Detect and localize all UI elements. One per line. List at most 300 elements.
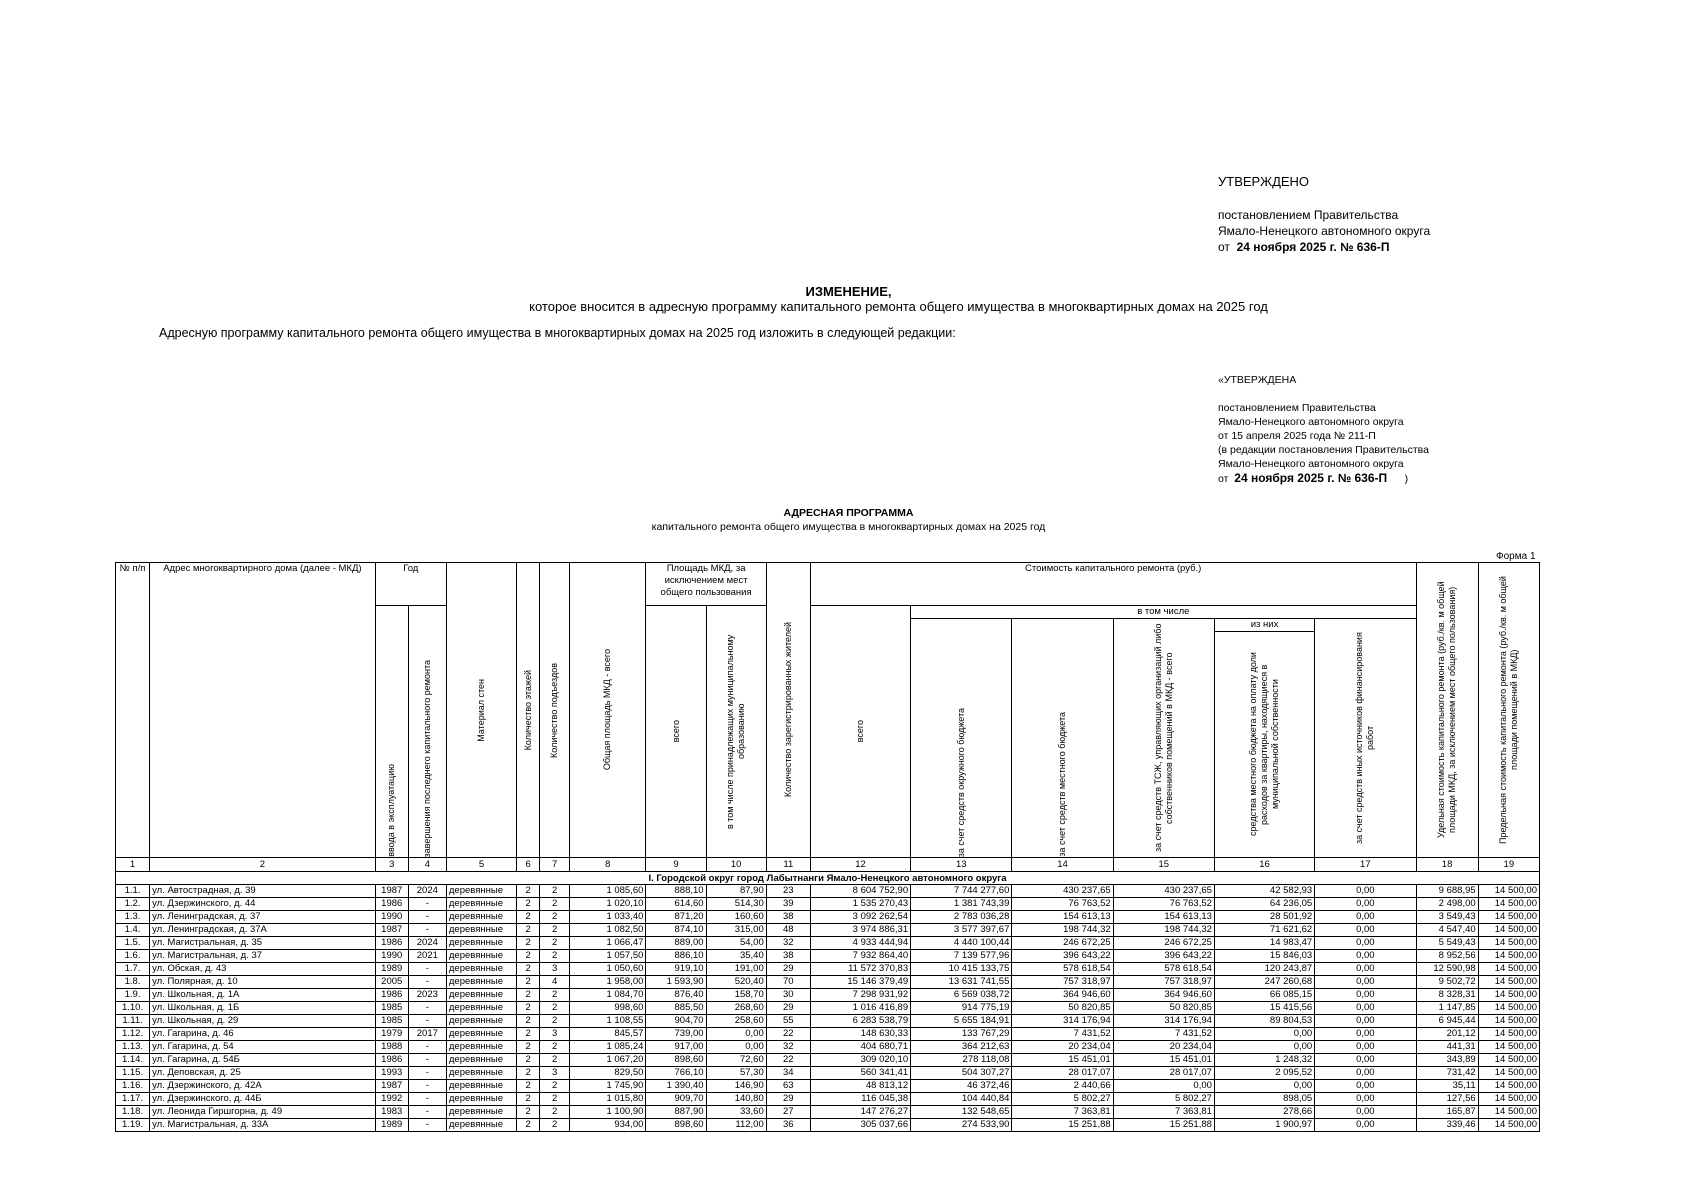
table-cell: 0,00	[706, 1028, 766, 1041]
column-number-cell: 8	[570, 858, 646, 872]
table-cell: 919,10	[646, 963, 706, 976]
table-cell: деревянные	[446, 1080, 516, 1093]
table-cell: 14 500,00	[1478, 1015, 1539, 1028]
table-row	[116, 937, 1540, 950]
table-cell: 5 655 184,91	[911, 1015, 1012, 1028]
table-cell: 2	[517, 1041, 540, 1054]
table-cell: 3	[540, 1028, 570, 1041]
table-cell: 2	[540, 1054, 570, 1067]
table-row	[116, 1041, 1540, 1054]
table-cell: 757 318,97	[1012, 976, 1113, 989]
table-cell: ул. Гагарина, д. 46	[150, 1028, 376, 1041]
table-cell: 0,00	[1315, 1106, 1416, 1119]
table-cell: 8 328,31	[1416, 989, 1478, 1002]
table-cell: 1990	[375, 950, 408, 963]
table-cell: 14 500,00	[1478, 1080, 1539, 1093]
table-row	[116, 1015, 1540, 1028]
table-row	[116, 1028, 1540, 1041]
table-cell: 3 092 262,54	[810, 911, 910, 924]
table-cell: 1 033,40	[570, 911, 646, 924]
table-cell: 2	[540, 924, 570, 937]
table-cell: 2	[517, 937, 540, 950]
table-cell: 1 745,90	[570, 1080, 646, 1093]
table-cell: 1.9.	[116, 989, 150, 1002]
header-cost-total: всего	[810, 606, 910, 858]
table-cell: 2	[540, 885, 570, 898]
program-approval-close: )	[1404, 473, 1409, 485]
table-cell: ул. Полярная, д. 10	[150, 976, 376, 989]
table-cell: 2024	[408, 885, 446, 898]
table-cell: 1.13.	[116, 1041, 150, 1054]
table-cell: 29	[766, 1002, 810, 1015]
table-cell: -	[408, 1002, 446, 1015]
table-cell: 441,31	[1416, 1041, 1478, 1054]
table-cell: 28 501,92	[1214, 911, 1314, 924]
approval-title: УТВЕРЖДЕНО	[1218, 174, 1310, 189]
table-cell: 50 820,85	[1113, 1002, 1214, 1015]
table-row	[116, 1106, 1540, 1119]
column-number-cell: 5	[446, 858, 516, 872]
table-cell: 1 390,40	[646, 1080, 706, 1093]
table-cell: -	[408, 976, 446, 989]
table-cell: деревянные	[446, 976, 516, 989]
table-cell: 2	[540, 898, 570, 911]
table-cell: 48 813,12	[810, 1080, 910, 1093]
table-cell: ул. Дзержинского, д. 44Б	[150, 1093, 376, 1106]
table-cell: 2	[517, 976, 540, 989]
column-number-cell: 18	[1416, 858, 1478, 872]
table-cell: 315,00	[706, 924, 766, 937]
table-cell: 766,10	[646, 1067, 706, 1080]
table-cell: 0,00	[1315, 1119, 1416, 1132]
table-cell: 14 500,00	[1478, 1106, 1539, 1119]
column-number-cell: 13	[911, 858, 1012, 872]
header-including: в том числе	[911, 606, 1416, 619]
table-cell: 1.6.	[116, 950, 150, 963]
table-cell: 1.16.	[116, 1080, 150, 1093]
table-cell: 140,80	[706, 1093, 766, 1106]
change-title: ИЗМЕНЕНИЕ,	[805, 284, 892, 299]
program-approval-block	[1218, 373, 1429, 486]
table-cell: 7 363,81	[1012, 1106, 1113, 1119]
section-title: I. Городской округ город Лабытнанги Ямало-Ненецкого автономного округа	[116, 872, 1540, 885]
table-cell: 127,56	[1416, 1093, 1478, 1106]
table-cell: 0,00	[1214, 1080, 1314, 1093]
table-cell: 7 298 931,92	[810, 989, 910, 1002]
table-cell: 120 243,87	[1214, 963, 1314, 976]
table-cell: 198 744,32	[1012, 924, 1113, 937]
table-cell: 2	[517, 950, 540, 963]
table-cell: 268,60	[706, 1002, 766, 1015]
table-row	[116, 963, 1540, 976]
table-cell: 898,60	[646, 1054, 706, 1067]
table-cell: 0,00	[1315, 976, 1416, 989]
table-cell: 2	[540, 1119, 570, 1132]
table-cell: ул. Школьная, д. 1Б	[150, 1002, 376, 1015]
table-row	[116, 885, 1540, 898]
table-cell: 28 017,07	[1113, 1067, 1214, 1080]
column-number-cell: 16	[1214, 858, 1314, 872]
table-cell: 876,40	[646, 989, 706, 1002]
table-cell: ул. Ленинградская, д. 37А	[150, 924, 376, 937]
table-cell: 14 500,00	[1478, 963, 1539, 976]
table-cell: 0,00	[1315, 898, 1416, 911]
table-cell: 889,00	[646, 937, 706, 950]
table-cell: деревянные	[446, 1067, 516, 1080]
table-cell: 33,60	[706, 1106, 766, 1119]
table-cell: ул. Гагарина, д. 54	[150, 1041, 376, 1054]
table-cell: 0,00	[706, 1041, 766, 1054]
table-cell: 6 945,44	[1416, 1015, 1478, 1028]
table-cell: 874,10	[646, 924, 706, 937]
program-approval-date-number: 24 ноября 2025 г. № 636-П	[1234, 471, 1388, 485]
table-cell: 1 248,32	[1214, 1054, 1314, 1067]
table-cell: 364 946,60	[1012, 989, 1113, 1002]
table-cell: 54,00	[706, 937, 766, 950]
table-cell: 22	[766, 1054, 810, 1067]
table-cell: 1986	[375, 898, 408, 911]
table-cell: 247 260,68	[1214, 976, 1314, 989]
table-cell: 14 500,00	[1478, 1119, 1539, 1132]
table-cell: 1 147,85	[1416, 1002, 1478, 1015]
table-cell: 42 582,93	[1214, 885, 1314, 898]
table-cell: 20 234,04	[1012, 1041, 1113, 1054]
table-cell: 1992	[375, 1093, 408, 1106]
table-cell: ул. Ленинградская, д. 37	[150, 911, 376, 924]
table-cell: 2023	[408, 989, 446, 1002]
table-cell: 2	[540, 1093, 570, 1106]
table-cell: деревянные	[446, 898, 516, 911]
table-cell: 2 783 036,28	[911, 911, 1012, 924]
table-cell: 13 631 741,55	[911, 976, 1012, 989]
table-cell: 48	[766, 924, 810, 937]
table-row	[116, 1080, 1540, 1093]
table-cell: 50 820,85	[1012, 1002, 1113, 1015]
table-cell: -	[408, 1119, 446, 1132]
table-cell: ул. Магистральная, д. 35	[150, 937, 376, 950]
table-cell: 1.5.	[116, 937, 150, 950]
change-heading	[0, 284, 1697, 314]
table-cell: 1.14.	[116, 1054, 150, 1067]
table-cell: 20 234,04	[1113, 1041, 1214, 1054]
table-cell: 9 688,95	[1416, 885, 1478, 898]
table-cell: 15 146 379,49	[810, 976, 910, 989]
table-cell: 1990	[375, 911, 408, 924]
table-cell: 3 549,43	[1416, 911, 1478, 924]
table-cell: 1.18.	[116, 1106, 150, 1119]
approval-block	[1218, 174, 1430, 255]
table-cell: 2005	[375, 976, 408, 989]
column-number-cell: 1	[116, 858, 150, 872]
table-cell: 1983	[375, 1106, 408, 1119]
table-cell: 845,57	[570, 1028, 646, 1041]
table-cell: 191,00	[706, 963, 766, 976]
table-cell: ул. Деповская, д. 25	[150, 1067, 376, 1080]
table-cell: 35,40	[706, 950, 766, 963]
header-wall-material: Материал стен	[446, 563, 516, 858]
program-heading	[0, 506, 1697, 533]
table-cell: ул. Гагарина, д. 54Б	[150, 1054, 376, 1067]
table-cell: 514,30	[706, 898, 766, 911]
header-entrances: Количество подъездов	[540, 563, 570, 858]
header-cost-owners: за счет средств ТСЖ, управляющих организаций либо собственников помещений в МКД - всего	[1113, 619, 1214, 858]
table-cell: 2	[517, 1028, 540, 1041]
table-cell: 7 431,52	[1012, 1028, 1113, 1041]
column-number-cell: 17	[1315, 858, 1416, 872]
program-approval-line4: (в редакции постановления Правительства	[1218, 444, 1429, 456]
table-cell: 0,00	[1315, 885, 1416, 898]
table-cell: 430 237,65	[1113, 885, 1214, 898]
column-number-cell: 4	[408, 858, 446, 872]
table-cell: 29	[766, 1093, 810, 1106]
table-row	[116, 911, 1540, 924]
table-cell: 154 613,13	[1113, 911, 1214, 924]
table-cell: 148 630,33	[810, 1028, 910, 1041]
table-cell: 1 016 416,89	[810, 1002, 910, 1015]
table-cell: 1987	[375, 1080, 408, 1093]
table-cell: 76 763,52	[1113, 898, 1214, 911]
table-cell: 1.12.	[116, 1028, 150, 1041]
section-row	[116, 872, 1540, 885]
table-cell: 0,00	[1315, 1093, 1416, 1106]
column-number-cell: 2	[150, 858, 376, 872]
table-cell: 11 572 370,83	[810, 963, 910, 976]
table-row	[116, 924, 1540, 937]
table-cell: 887,90	[646, 1106, 706, 1119]
header-residents: Количество зарегистрированных жителей	[766, 563, 810, 858]
table-cell: 1979	[375, 1028, 408, 1041]
table-cell: 15 251,88	[1012, 1119, 1113, 1132]
header-floors: Количество этажей	[517, 563, 540, 858]
table-cell: 1 108,55	[570, 1015, 646, 1028]
table-cell: 2	[517, 1054, 540, 1067]
table-cell: 46 372,46	[911, 1080, 1012, 1093]
table-cell: 8 604 752,90	[810, 885, 910, 898]
table-cell: 0,00	[1315, 1080, 1416, 1093]
table-row	[116, 1119, 1540, 1132]
table-cell: 7 744 277,60	[911, 885, 1012, 898]
table-cell: 14 500,00	[1478, 1093, 1539, 1106]
table-cell: 739,00	[646, 1028, 706, 1041]
table-cell: 146,90	[706, 1080, 766, 1093]
table-cell: -	[408, 1041, 446, 1054]
table-cell: 2	[517, 1067, 540, 1080]
table-cell: 2017	[408, 1028, 446, 1041]
table-cell: 0,00	[1113, 1080, 1214, 1093]
table-cell: 898,60	[646, 1119, 706, 1132]
table-cell: 15 451,01	[1113, 1054, 1214, 1067]
table-cell: 116 045,38	[810, 1093, 910, 1106]
table-cell: -	[408, 963, 446, 976]
table-cell: 1 381 743,39	[911, 898, 1012, 911]
table-cell: 1.10.	[116, 1002, 150, 1015]
table-cell: 4 440 100,44	[911, 937, 1012, 950]
table-cell: 0,00	[1315, 950, 1416, 963]
table-cell: 9 502,72	[1416, 976, 1478, 989]
table-cell: 246 672,25	[1012, 937, 1113, 950]
table-cell: 1.8.	[116, 976, 150, 989]
table-cell: 2021	[408, 950, 446, 963]
table-cell: 0,00	[1315, 937, 1416, 950]
table-cell: 198 744,32	[1113, 924, 1214, 937]
program-approval-from: от	[1218, 473, 1229, 485]
header-cost-local: за счет средств местного бюджета	[1012, 619, 1113, 858]
table-row	[116, 898, 1540, 911]
table-cell: деревянные	[446, 1054, 516, 1067]
table-cell: 885,50	[646, 1002, 706, 1015]
table-cell: 30	[766, 989, 810, 1002]
table-cell: 1 067,20	[570, 1054, 646, 1067]
table-cell: 1.7.	[116, 963, 150, 976]
table-cell: 154 613,13	[1012, 911, 1113, 924]
table-cell: 5 549,43	[1416, 937, 1478, 950]
table-cell: 3	[540, 1067, 570, 1080]
header-limit-cost: Предельная стоимость капитального ремонта (руб./кв. м общей площади помещений в МКД)	[1478, 563, 1539, 858]
table-cell: 14 500,00	[1478, 911, 1539, 924]
table-row	[116, 1054, 1540, 1067]
table-cell: 55	[766, 1015, 810, 1028]
table-cell: 1987	[375, 924, 408, 937]
table-cell: ул. Магистральная, д. 33А	[150, 1119, 376, 1132]
table-cell: 904,70	[646, 1015, 706, 1028]
table-cell: 7 139 577,96	[911, 950, 1012, 963]
table-cell: 1985	[375, 1002, 408, 1015]
table-cell: 2	[517, 924, 540, 937]
change-subtitle: которое вносится в адресную программу капитального ремонта общего имущества в многоквартирных домах на 2025 год	[529, 299, 1268, 314]
address-program-table	[115, 562, 1540, 1132]
table-cell: 1989	[375, 1119, 408, 1132]
table-row	[116, 1067, 1540, 1080]
table-cell: 14 500,00	[1478, 1041, 1539, 1054]
table-cell: 731,42	[1416, 1067, 1478, 1080]
table-cell: 14 500,00	[1478, 924, 1539, 937]
table-cell: 0,00	[1315, 911, 1416, 924]
header-cost-other: за счет средств иных источников финансирования работ	[1315, 619, 1416, 858]
table-cell: 886,10	[646, 950, 706, 963]
table-cell: деревянные	[446, 1028, 516, 1041]
table-cell: 2 095,52	[1214, 1067, 1314, 1080]
table-cell: 2	[517, 1119, 540, 1132]
table-cell: 2	[517, 1002, 540, 1015]
header-year: Год	[375, 563, 446, 606]
table-cell: 305 037,66	[810, 1119, 910, 1132]
table-cell: деревянные	[446, 1093, 516, 1106]
table-cell: 246 672,25	[1113, 937, 1214, 950]
table-cell: 274 533,90	[911, 1119, 1012, 1132]
column-number-cell: 19	[1478, 858, 1539, 872]
header-address: Адрес многоквартирного дома (далее - МКД)	[150, 563, 376, 858]
table-cell: -	[408, 911, 446, 924]
table-cell: 258,60	[706, 1015, 766, 1028]
table-cell: 1 050,60	[570, 963, 646, 976]
column-number-cell: 9	[646, 858, 706, 872]
table-cell: 4 547,40	[1416, 924, 1478, 937]
table-cell: ул. Магистральная, д. 37	[150, 950, 376, 963]
table-cell: 87,90	[706, 885, 766, 898]
column-number-cell: 11	[766, 858, 810, 872]
table-cell: 1986	[375, 989, 408, 1002]
table-cell: 1985	[375, 1015, 408, 1028]
header-cost-group: Стоимость капитального ремонта (руб.)	[810, 563, 1416, 606]
table-cell: 2	[517, 989, 540, 1002]
table-cell: 757 318,97	[1113, 976, 1214, 989]
table-cell: деревянные	[446, 885, 516, 898]
table-cell: 8 952,56	[1416, 950, 1478, 963]
table-cell: 1 015,80	[570, 1093, 646, 1106]
approval-line2: Ямало-Ненецкого автономного округа	[1218, 224, 1431, 238]
table-cell: 34	[766, 1067, 810, 1080]
table-cell: 898,05	[1214, 1093, 1314, 1106]
table-cell: деревянные	[446, 937, 516, 950]
table-cell: 343,89	[1416, 1054, 1478, 1067]
table-cell: 160,60	[706, 911, 766, 924]
table-cell: 14 500,00	[1478, 976, 1539, 989]
table-cell: 504 307,27	[911, 1067, 1012, 1080]
table-cell: 1.1.	[116, 885, 150, 898]
table-cell: 2	[540, 989, 570, 1002]
table-cell: ул. Школьная, д. 1А	[150, 989, 376, 1002]
program-title: АДРЕСНАЯ ПРОГРАММА	[783, 507, 914, 519]
table-cell: 0,00	[1214, 1028, 1314, 1041]
table-cell: 871,20	[646, 911, 706, 924]
table-cell: 0,00	[1315, 1002, 1416, 1015]
table-cell: 3 974 886,31	[810, 924, 910, 937]
table-cell: -	[408, 1015, 446, 1028]
table-cell: 29	[766, 963, 810, 976]
table-cell: 1 082,50	[570, 924, 646, 937]
approval-date-line	[1218, 239, 1430, 255]
table-cell: 5 802,27	[1113, 1093, 1214, 1106]
table-cell: 430 237,65	[1012, 885, 1113, 898]
table-row	[116, 950, 1540, 963]
table-cell: 6 569 038,72	[911, 989, 1012, 1002]
table-cell: 278 118,08	[911, 1054, 1012, 1067]
table-cell: 1 958,00	[570, 976, 646, 989]
table-cell: 1 020,10	[570, 898, 646, 911]
table-cell: 339,46	[1416, 1119, 1478, 1132]
table-cell: деревянные	[446, 1106, 516, 1119]
table-cell: 89 804,53	[1214, 1015, 1314, 1028]
header-area-group: Площадь МКД, за исключением мест общего пользования	[646, 563, 766, 606]
table-row	[116, 989, 1540, 1002]
table-cell: 396 643,22	[1012, 950, 1113, 963]
table-cell: 0,00	[1214, 1041, 1314, 1054]
header-year-commission: ввода в эксплуатацию	[375, 606, 408, 858]
table-cell: 2	[540, 1015, 570, 1028]
table-cell: 1 085,24	[570, 1041, 646, 1054]
table-cell: 934,00	[570, 1119, 646, 1132]
table-cell: -	[408, 1093, 446, 1106]
table-cell: 14 500,00	[1478, 1067, 1539, 1080]
table-cell: -	[408, 1080, 446, 1093]
table-cell: 1.19.	[116, 1119, 150, 1132]
table-cell: 829,50	[570, 1067, 646, 1080]
table-cell: 15 846,03	[1214, 950, 1314, 963]
table-cell: 1 085,60	[570, 885, 646, 898]
table-cell: 165,87	[1416, 1106, 1478, 1119]
table-cell: 1.15.	[116, 1067, 150, 1080]
program-approval-line1: постановлением Правительства	[1218, 402, 1376, 414]
table-cell: деревянные	[446, 911, 516, 924]
table-cell: деревянные	[446, 963, 516, 976]
table-cell: 38	[766, 950, 810, 963]
table-cell: 1.11.	[116, 1015, 150, 1028]
table-cell: 578 618,54	[1113, 963, 1214, 976]
column-numbers-row	[116, 858, 1540, 872]
table-cell: 14 500,00	[1478, 950, 1539, 963]
table-cell: 23	[766, 885, 810, 898]
column-number-cell: 12	[810, 858, 910, 872]
